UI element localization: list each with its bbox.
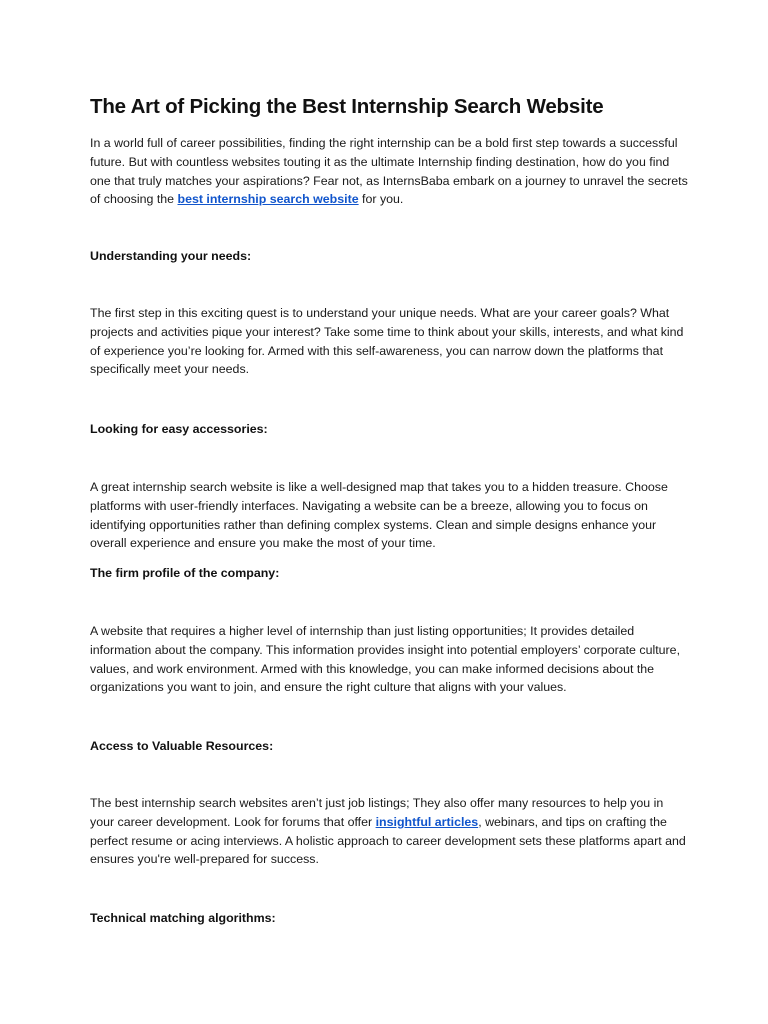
section-body-understanding-needs: The first step in this exciting quest is to understand your unique needs. What are your career goals? What projects and activities pique your interest? Take some time to think about your skills, interests, and what kind of experience you’re looking for. Armed with this self-awareness, you can narrow down the platforms that specifically meet your needs.	[90, 306, 684, 377]
section-body-easy-accessories: A great internship search website is like a well-designed map that takes you to a hidden treasure. Choose platforms with user-friendly interfaces. Navigating a website can be a breeze, allowing you to focus on identifying opportunities rather than defining complex systems. Clean and simple designs enhance your overall experience and ensure you make the most of your time.	[90, 480, 668, 551]
section-body-firm-profile: A website that requires a higher level of internship than just listing opportunities; It provides detailed information about the company. This information provides insight into potential employers’ corporate culture, values, and work environment. Armed with this knowledge, you can make informed decisions about the organizations you want to join, and ensure the right culture that aligns with your values.	[90, 624, 681, 695]
intro-text-end: for you.	[358, 192, 404, 207]
section-heading-valuable-resources: Access to Valuable Resources:	[90, 739, 274, 753]
section-heading-easy-accessories: Looking for easy accessories:	[90, 422, 268, 436]
section-heading-technical-matching: Technical matching algorithms:	[90, 911, 276, 925]
section-heading-understanding-needs: Understanding your needs:	[90, 249, 252, 263]
page-title: The Art of Picking the Best Internship Search Website	[90, 95, 604, 118]
resources-text-end: , webinars, and tips on crafting the perfect resume or acing interviews. A holistic approach to career development sets these platforms apart and ensures you're well-prepared for success.	[90, 814, 686, 867]
section-body-valuable-resources	[90, 794, 690, 869]
intro-text: In a world full of career possibilities, finding the right internship can be a bold first step towards a successful future. But with countless websites touting it as the ultimate Internship finding destination, how do you find one that truly matches your aspirations? Fear not, as InternsBaba embark on a journey to unravel the secrets of choosing the	[90, 136, 688, 207]
section-heading-firm-profile: The firm profile of the company:	[90, 566, 280, 580]
intro-paragraph	[90, 134, 690, 209]
resources-text: The best internship search websites aren’t just job listings; They also offer many resources to help you in your career development. Look for forums that offer	[90, 796, 664, 829]
insightful-articles-link[interactable]: insightful articles	[375, 814, 479, 829]
best-internship-search-website-link[interactable]: best internship search website	[177, 192, 359, 207]
